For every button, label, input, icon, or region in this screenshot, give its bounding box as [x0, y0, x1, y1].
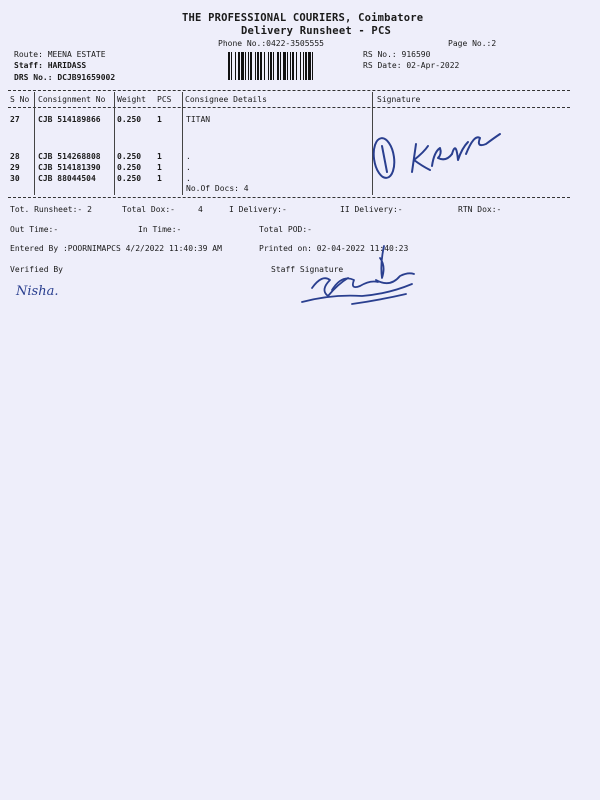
row-consignment: CJB 514268808: [38, 152, 101, 161]
rtn-dox: RTN Dox:-: [458, 205, 502, 214]
row-consignee: .: [186, 163, 191, 172]
col-signature: Signature: [377, 95, 421, 104]
row-consignee: .: [186, 174, 191, 183]
rs-number: RS No.: 916590: [363, 50, 431, 59]
col-weight: Weight: [117, 95, 146, 104]
in-time: In Time:-: [138, 225, 182, 234]
staff-signature: [292, 244, 422, 310]
ii-delivery: II Delivery:-: [340, 205, 403, 214]
entered-by: Entered By :POORNIMAPCS 4/2/2022 11:40:39 AM: [10, 244, 222, 253]
row-sno: 29: [10, 163, 20, 172]
col-consignee: Consignee Details: [185, 95, 267, 104]
row-weight: 0.250: [117, 115, 142, 124]
row-consignment: CJB 514181390: [38, 163, 101, 172]
barcode: [228, 52, 356, 80]
col-rule: [34, 92, 35, 195]
row-consignee: .: [186, 152, 191, 161]
rs-date: RS Date: 02-Apr-2022: [363, 61, 460, 70]
col-sno: S No: [10, 95, 30, 104]
row-pcs: 1: [157, 163, 162, 172]
row-consignment: CJB 88044504: [38, 174, 96, 183]
delivery-signature: [368, 124, 508, 186]
phone-number: Phone No.:0422-3505555: [218, 39, 324, 48]
i-delivery: I Delivery:-: [229, 205, 287, 214]
total-dox-label: Total Dox:-: [122, 205, 175, 214]
divider-bottom: [8, 197, 570, 198]
document-title: Delivery Runsheet - PCS: [241, 25, 391, 37]
no-of-docs: No.Of Docs: 4: [186, 184, 249, 193]
total-runsheet: Tot. Runsheet:- 2: [10, 205, 92, 214]
col-consignment: Consignment No: [38, 95, 106, 104]
row-weight: 0.250: [117, 163, 142, 172]
staff-signature-label: Staff Signature: [271, 265, 344, 274]
row-pcs: 1: [157, 152, 162, 161]
printed-on: Printed on: 02-04-2022 11:40:23: [259, 244, 409, 253]
row-consignment: CJB 514189866: [38, 115, 101, 124]
total-pod: Total POD:-: [259, 225, 312, 234]
row-sno: 27: [10, 115, 20, 124]
total-dox-value: 4: [198, 205, 203, 214]
divider-top: [8, 90, 570, 91]
row-sno: 28: [10, 152, 20, 161]
row-pcs: 1: [157, 174, 162, 183]
row-weight: 0.250: [117, 152, 142, 161]
verified-by-name: [12, 278, 82, 302]
col-rule: [182, 92, 183, 195]
out-time: Out Time:-: [10, 225, 59, 234]
col-rule: [114, 92, 115, 195]
route: Route: MEENA ESTATE: [14, 50, 106, 59]
svg-text:Nisha.: Nisha.: [16, 284, 59, 299]
row-consignee: TITAN: [186, 115, 211, 124]
page-number: Page No.:2: [448, 39, 497, 48]
divider-header: [8, 107, 570, 108]
drs-number: DRS No.: DCJB91659002: [14, 73, 116, 82]
company-name: THE PROFESSIONAL COURIERS, Coimbatore: [182, 12, 424, 24]
verified-by-label: Verified By: [10, 265, 63, 274]
row-pcs: 1: [157, 115, 162, 124]
col-pcs: PCS: [157, 95, 172, 104]
row-sno: 30: [10, 174, 20, 183]
staff: Staff: HARIDASS: [14, 61, 87, 70]
row-weight: 0.250: [117, 174, 142, 183]
